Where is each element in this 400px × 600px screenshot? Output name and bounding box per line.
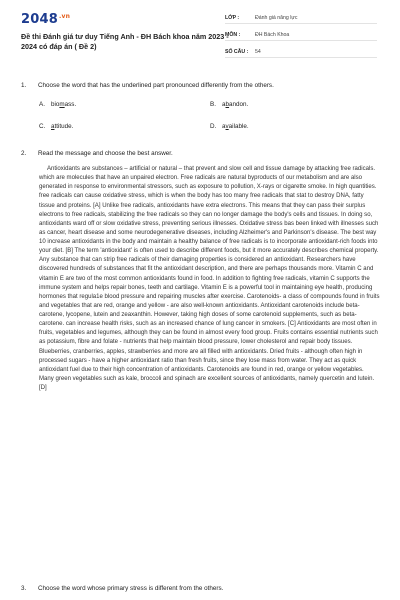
option-text: a: [222, 101, 226, 108]
question-prompt: Read the message and choose the best answer.: [38, 150, 173, 157]
option-c[interactable]: [39, 123, 73, 130]
meta-row-class: [225, 12, 377, 24]
option-text: ailable.: [228, 123, 249, 130]
meta-value: 54: [255, 48, 261, 55]
option-letter: B.: [210, 101, 216, 108]
question-prompt: Choose the word whose primary stress is different from the others.: [38, 585, 224, 592]
option-text: bio: [51, 101, 60, 108]
meta-key: MÔN :: [225, 31, 241, 38]
option-letter: C.: [39, 123, 46, 130]
meta-value: Đánh giá năng lực: [255, 14, 298, 21]
question-number: 3.: [21, 585, 27, 592]
option-text: ttitude.: [54, 123, 74, 130]
exam-meta: [225, 12, 377, 63]
site-logo[interactable]: [21, 12, 70, 27]
question-number: 2.: [21, 150, 27, 157]
meta-row-subject: [225, 29, 377, 41]
logo-text: 2048: [21, 12, 58, 27]
meta-row-count: [225, 46, 377, 58]
option-d[interactable]: [210, 123, 249, 130]
option-text: ass.: [64, 101, 77, 108]
option-letter: A.: [39, 101, 45, 108]
option-underlined: a: [51, 123, 55, 130]
option-underlined: b: [225, 101, 230, 108]
option-underlined: m: [59, 101, 65, 108]
option-text: a: [222, 123, 226, 130]
meta-key: SỐ CÂU :: [225, 48, 249, 55]
question-3: [21, 585, 223, 592]
question-1: [21, 82, 274, 89]
option-letter: D.: [210, 123, 217, 130]
logo-tld: .vn: [58, 12, 71, 20]
reading-passage: [39, 165, 380, 393]
question-prompt: Choose the word that has the underlined part pronounced differently from the others.: [38, 82, 274, 89]
question-number: 1.: [21, 82, 27, 89]
meta-key: LỚP :: [225, 14, 240, 21]
meta-value: ĐH Bách Khoa: [255, 31, 290, 38]
option-underlined: v: [225, 123, 229, 130]
option-a[interactable]: [39, 101, 76, 108]
passage-text: Antioxidants are substances – artificial or natural – that prevent and slow cell and tissue damage by attacking free radicals. which are molecules that have an unpaired electron. Free radicals are natural byproducts of our metabolism and are also generated in response to environmental stressors, such as exposure to pollution, X-rays or cigarette smoke. In high quantities. free radicals can cause oxidative stress, which is when the body has too many free radicals that stat to destroy DNA, fatty tissue and proteins. [A] Unlike free radicals, antioxidants have extra electrons. This means that they can pass their surplus electrons to free radicals, stabilizing the free radicals so they can no longer damage the body's cells and tissues. In doing so, antioxidants ward off or slow oxidative stress, preventing serious illnesses. Oxidative stress bas been linked with illnesses such as cancer, heart disease and some neurodegenerative diseases, including Alzheimer's and Parkinson's disease. The best way 10 increase antioxidants in the body and maintain a healthy balance of free radicals is to incorporate antioxidant-rich foods into your diet. [B] The term 'antioxidant' is often used to describe different foods, but it more accurately describes chemical property. Any substance that can strip free radicals of their damaging properties is considered an antioxidant. Researchers have discovered hundreds of substances that fit the antioxidant description, and there are perhaps thousands more. Vitamin C and vitamin E are two of the most common antioxidants found in food. In addition to fighting free radicals, vitamin C supports the immune system and helps repair bones, teeth and cartilage. Vitamin E is a powerful tool in maintaining eye health, producing hormones that regula1e blood pressure and repairing muscles after exercise. Carotenoids- a class of compounds found in fruits and vegetables that are red, orange and yellow - are also well-known antioxidants. Antioxidant carotenoids include beta-carotene, lycopene, lutein and zeaxanthin. However, taking high doses of some carotenoid supplements, such as beta-carotene. can increase health risks, such as an increased chance of lung cancer in smokers. [C] Antioxidants are most often in fruits, vegetables and legumes, although they can be found in almost every food group. Fruits contains essential nutrients such as potassium, fibre and folate - nutrients that help maintain blood pressure, lower cholesterol and repair body tissues. Blueberries, cranberries, apples, strawberries and more are all filled with antioxidants. Dried fruits - although often high in processed sugars - have a higher antioxidant ratio than fresh fruits, since they lose mass from water. They act as quick antioxidant fuel due to their high concentration of antioxidants. Carotenoids are found in red, orange or yellow vegetables. Many green vegetables such as kale, broccoli and spinach are excellent sources of antioxidants, namely quercetin and lutein. [D]: [39, 166, 380, 391]
question-2: [21, 150, 173, 157]
option-text: andon.: [229, 101, 249, 108]
exam-title: Đề thi Đánh giá tư duy Tiếng Anh - ĐH Bách khoa năm 2023 - 2024 có đáp án ( Đề 2): [21, 32, 229, 51]
option-b[interactable]: [210, 101, 248, 108]
